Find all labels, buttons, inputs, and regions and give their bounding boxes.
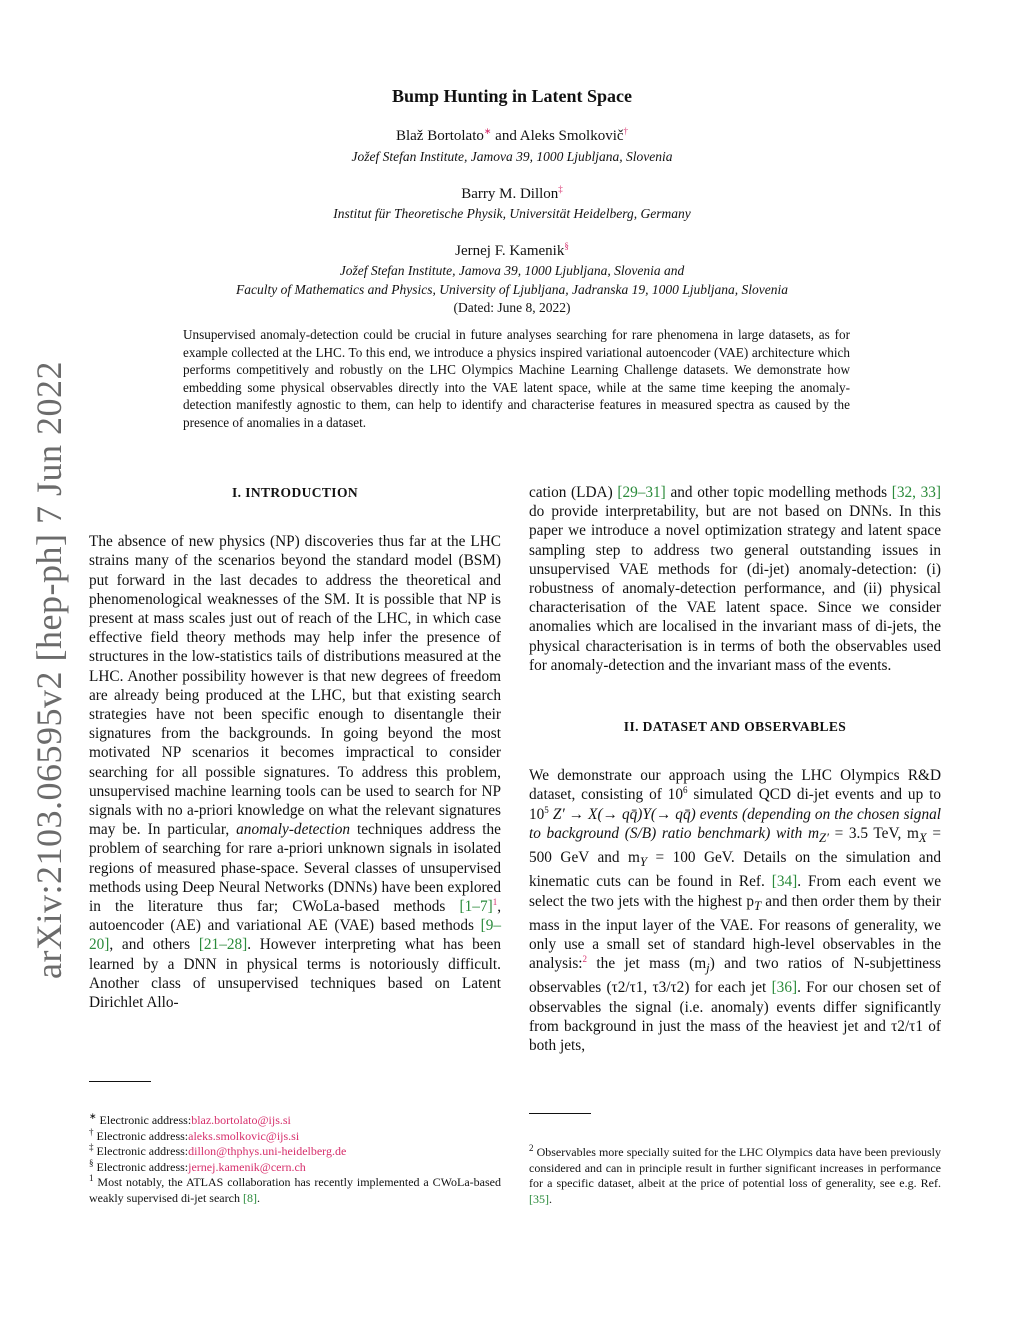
fn-period: . (256, 1190, 260, 1205)
fn-mark: † (89, 1126, 94, 1137)
subscript-j: j (706, 961, 710, 976)
author-mark-ddagger[interactable]: ‡ (558, 184, 563, 194)
footnote-rule-right (529, 1113, 591, 1114)
footnote-section (89, 1157, 501, 1176)
intro-text-1: The absence of new physics (NP) discoveries thus far at the LHC strains many of the scenarios beyond the standard model (BSM) put forward in the last decades to address the theoretical and phenomenological weaknesses of the SM. It is possible that NP is present at mass scales just out of reach of the LHC, in which case effective field theory methods may help infer the presence of structures in the low-statistics tails of distributions measured at the LHC. Another possibility however is that new degrees of freedom are already being produced at the LHC, but that existing search strategies have not been specific enough to disentangle their signatures from the backgrounds. In going beyond the most motivated NP scenarios it becomes impractical to consider searching for all possible signatures. To address this problem, unsupervised machine learning tools can be used to search for NP signals with no a-priori knowledge on what the relevant signatures may be. In particular, (89, 533, 501, 839)
author-smolkovic: Aleks Smolkovič (519, 128, 624, 144)
affiliation-ijs-2: Jožef Stefan Institute, Jamova 39, 1000 Ljubljana, Slovenia and (339, 263, 685, 278)
intro-continued-paragraph (529, 483, 941, 675)
email-link[interactable]: blaz.bortolato@ijs.si (191, 1113, 291, 1127)
exponent-6: 6 (682, 785, 688, 796)
fn-text: Most notably, the ATLAS collaboration has recently implemented a CWoLa-based weakly supervised di-jet search (89, 1175, 501, 1205)
section-heading-introduction: I. INTRODUCTION (231, 485, 359, 500)
fn-label: Electronic address: (96, 1144, 189, 1158)
abstract: Unsupervised anomaly-detection could be crucial in future analyses searching for rare phenomena in large datasets, as for example collected at the LHC. To this end, we introduce a physics inspired variational autoencoder (VAE) architecture which performs competitively and robustly on the LHC Olympics Machine Learning Challenge datasets. We demonstrate how embedding some physical observables directly into the VAE latent space, while at the same time keeping the anomaly-detection manifestly agnostic to them, can help to identify and characterise features in measured spectra as caused by the presence of anomalies in a dataset. (183, 327, 850, 430)
date-line: (Dated: June 8, 2022) (453, 300, 571, 315)
citation-21-28[interactable]: [21–28] (198, 936, 248, 954)
footnote-1-mark[interactable]: 1 (492, 896, 498, 907)
right-column (529, 483, 941, 1055)
citation-36[interactable]: [36] (771, 979, 798, 997)
intro-text-3: , autoencoder (AE) and variational AE (VAE) based methods (89, 898, 502, 935)
fn-mark: 2 (529, 1143, 534, 1153)
arxiv-identifier[interactable]: arXiv:2103.06595v2 [hep-ph] 7 Jun 2022 (29, 361, 69, 979)
dataset-paragraph (529, 766, 941, 1055)
and-word: and (495, 128, 517, 144)
author-mark-dagger[interactable]: † (623, 126, 629, 136)
right-text-2: and other topic modelling methods (670, 484, 888, 501)
fn-period: . (549, 1191, 552, 1206)
dataset-text-h: and then order them by their mass in the input layer of the VAE. For reasons of generality, we only use a small set of standard high-level observables in the analysis: (529, 892, 941, 973)
subscript-x: X (918, 830, 927, 845)
author-dillon: Barry M. Dillon (461, 186, 559, 202)
dataset-text-k: . For our chosen set of observables the signal (i.e. anomaly) events differ significantly from background in just the mass of the heaviest jet and τ2/τ1 of both jets, (529, 979, 942, 1055)
right-text-3: do provide interpretability, but are not based on DNNs. In this paper we introduce a novel optimization strategy and latent space sampling step to address two general outstanding issues in unsupervised VAE methods for (di-jet) anomaly-detection: (i) robustness of anomaly-detection performance, and (ii) physical characterisation of the VAE latent space. Since we consider anomalies which are localised in the invariant mass of di-jets, the physical characterisation is in terms of both the observables used for anomaly-detection and the invariant mass of the events. (529, 503, 941, 674)
citation-35[interactable]: [35] (529, 1191, 549, 1206)
citation-8[interactable]: [8] (242, 1190, 257, 1205)
author-bortolato: Blaž Bortolato (395, 128, 484, 144)
footnote-star (89, 1113, 501, 1129)
dataset-text-b: simulated QCD di-jet events and up to 10 (529, 786, 941, 823)
author-mark-section[interactable]: § (564, 241, 569, 251)
fn-label: Electronic address: (99, 1113, 192, 1127)
author-kamenik: Jernej F. Kamenik (455, 243, 565, 259)
citation-1-7[interactable]: [1–7] (459, 898, 493, 916)
footnote-rule-left (89, 1081, 151, 1082)
authors-line-2 (0, 186, 1024, 203)
footnote-2-mark[interactable]: 2 (582, 954, 588, 965)
anomaly-detection-term: anomaly-detection (236, 821, 350, 839)
intro-text-2: techniques address the problem of searching for rare a-priori unknown signals in isolated regions of measured phase-space. Several classes of unsupervised methods using Deep Neural Networks (DNNs) have been explored in the literature thus far; CWoLa-based methods (89, 821, 501, 916)
footnote-ddagger (89, 1144, 501, 1160)
fn-label: Electronic address: (96, 1128, 189, 1143)
footnotes-right (529, 1145, 941, 1207)
fn-mark: ∗ (89, 1111, 97, 1121)
citation-34[interactable]: [34] (771, 873, 798, 891)
exponent-5: 5 (544, 804, 549, 815)
affiliation-heidelberg: Institut für Theoretische Physik, Universität Heidelberg, Germany (333, 206, 691, 221)
dataset-text-g: . From each event we select the two jets with the highest p (529, 873, 942, 910)
paper-title: Bump Hunting in Latent Space (391, 86, 633, 106)
dataset-text-a: We demonstrate our approach using the LHC Olympics R&D dataset, consisting of 10 (529, 767, 941, 804)
fn-mark: § (89, 1157, 94, 1168)
affiliation-ijs: Jožef Stefan Institute, Jamova 39, 1000 Ljubljana, Slovenia (351, 149, 673, 164)
subscript-t: T (753, 898, 762, 913)
dataset-text-d: = 3.5 TeV, m (828, 824, 919, 842)
fn-mark: ‡ (89, 1142, 94, 1152)
citation-29-31[interactable]: [29–31] (617, 484, 666, 501)
author-mark-star[interactable]: ∗ (483, 126, 492, 136)
fn-label: Electronic address: (96, 1159, 189, 1174)
citation-9-20[interactable]: [9–20] (89, 917, 502, 954)
dataset-text-i: the jet mass (m (587, 955, 707, 973)
footnote-dagger (89, 1126, 501, 1145)
intro-text-5: . However interpreting what has been learned by a DNN in physical terms is notoriously difficult. Another class of unsupervised techniques based on Latent Dirichlet Allo- (89, 936, 501, 1012)
dataset-text-f: = 100 GeV. Details on the simulation and kinematic cuts can be found in Ref. (529, 849, 941, 891)
authors-line-3 (0, 243, 1024, 260)
subscript-z: Z′ (819, 830, 829, 845)
section-heading-dataset: II. DATASET AND OBSERVABLES (623, 719, 847, 735)
fn-mark: 1 (89, 1173, 94, 1183)
right-text-1: cation (LDA) (529, 484, 613, 501)
subscript-y: Y (639, 855, 648, 870)
intro-paragraph (89, 532, 501, 1012)
arxiv-sidebar (24, 360, 74, 980)
dataset-text-e: = 500 GeV and m (529, 824, 942, 867)
email-link[interactable]: aleks.smolkovic@ijs.si (188, 1128, 300, 1143)
footnote-1 (89, 1175, 501, 1206)
intro-text-4: , and others (109, 936, 191, 954)
authors-line-1 (0, 128, 1024, 145)
email-link[interactable]: jernej.kamenik@cern.ch (188, 1159, 306, 1174)
dataset-text-c: Z′ → X(→ qq̄)Y(→ qq̄) events (depending on the chosen signal to background (S/B) ratio benchmark) with m (529, 805, 941, 842)
citation-32-33[interactable]: [32, 33] (891, 484, 942, 501)
footnotes-left (89, 1113, 501, 1206)
affiliation-fmf: Faculty of Mathematics and Physics, University of Ljubljana, Jadranska 19, 1000 Ljubljana, Slovenia (236, 282, 788, 297)
left-column (89, 483, 501, 1012)
dataset-text-j: ) and two ratios of N-subjettiness observables (τ2/τ1, τ3/τ2) for each jet (529, 955, 941, 997)
fn-text: Observables more specially suited for the LHC Olympics data have been previously considered and can in principle result in further significant increases in performance for a specific dataset, albeit at the price of potential loss of generality, see e.g. Ref. (529, 1145, 941, 1190)
email-link[interactable]: dillon@thphys.uni-heidelberg.de (188, 1144, 347, 1158)
footnote-2 (529, 1145, 941, 1207)
